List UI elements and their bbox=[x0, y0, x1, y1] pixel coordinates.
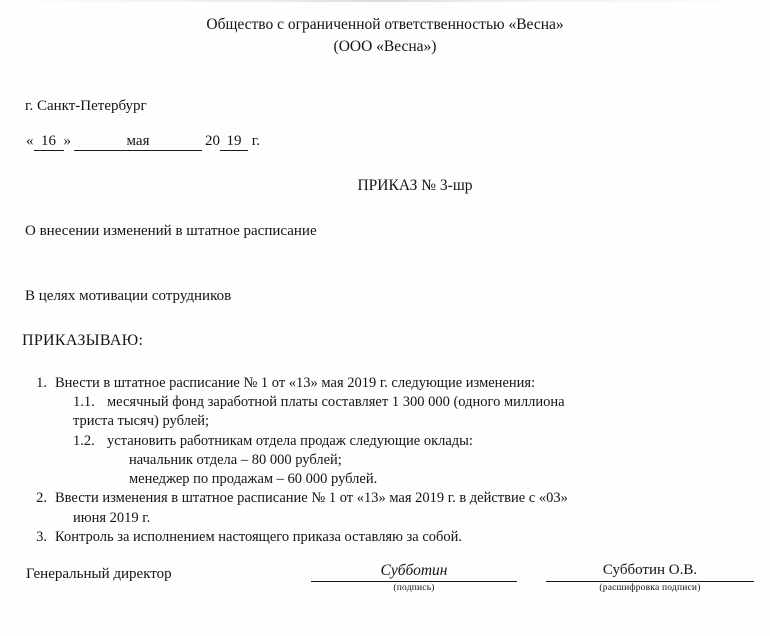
order-command-word: ПРИКАЗЫВАЮ: bbox=[22, 331, 144, 349]
order-body-list bbox=[25, 374, 746, 548]
list-item-marker: 2. bbox=[36, 490, 47, 507]
date-year-suffix: г. bbox=[251, 133, 260, 149]
list-item bbox=[73, 393, 746, 412]
signer-name: Субботин О.В. bbox=[602, 562, 698, 578]
order-subject: О внесении изменений в штатное расписание bbox=[25, 222, 317, 239]
list-sub-item: начальник отдела – 80 000 рублей; bbox=[129, 451, 342, 468]
decode-rule bbox=[546, 581, 754, 582]
list-item-marker: 3. bbox=[36, 529, 47, 545]
signature-field-group bbox=[311, 560, 517, 593]
list-item-marker: 1.1. bbox=[73, 394, 95, 411]
list-item-continuation: июня 2019 г. bbox=[73, 509, 151, 526]
organization-full-name: Общество с ограниченной ответственностью «Весна» bbox=[206, 16, 564, 33]
list-item-text: Ввести изменения в штатное расписание № 1 от «13» мая 2019 г. в действие с «03» bbox=[55, 490, 568, 507]
organization-short-name: (ООО «Весна») bbox=[333, 38, 437, 55]
list-item-text: Контроль за исполнением настоящего приказа оставляю за собой. bbox=[55, 529, 463, 545]
date-year-prefix: 20 bbox=[205, 133, 220, 149]
signature-decode-group bbox=[546, 560, 754, 593]
list-item-marker: 1.2. bbox=[73, 432, 95, 449]
list-item-text: Внести в штатное расписание № 1 от «13» мая 2019 г. следующие изменения: bbox=[55, 374, 536, 391]
decode-caption: (расшифровка подписи) bbox=[599, 583, 701, 593]
date-day-field[interactable]: 16 bbox=[34, 134, 64, 151]
signature-block bbox=[0, 560, 770, 612]
date-year-field[interactable]: 19 bbox=[220, 134, 248, 151]
date-close-quote: » bbox=[63, 133, 71, 149]
page-top-edge bbox=[0, 0, 770, 2]
date-month-field[interactable]: мая bbox=[74, 134, 202, 151]
date-open-quote: « bbox=[26, 133, 34, 149]
list-item bbox=[25, 374, 746, 393]
list-item bbox=[25, 489, 746, 508]
list-item-text: установить работникам отдела продаж следующие оклады: bbox=[107, 432, 473, 449]
handwritten-signature: Субботин bbox=[380, 562, 448, 579]
signature-caption: (подпись) bbox=[393, 583, 435, 593]
order-preamble: В целях мотивации сотрудников bbox=[25, 287, 232, 304]
city-line: г. Санкт-Петербург bbox=[25, 98, 147, 114]
organization-header bbox=[0, 0, 770, 58]
signer-position-title: Генеральный директор bbox=[26, 566, 172, 582]
list-item bbox=[25, 528, 746, 547]
list-sub-item: менеджер по продажам – 60 000 рублей. bbox=[129, 471, 378, 488]
date-line bbox=[26, 133, 770, 151]
list-item-marker: 1. bbox=[36, 374, 47, 391]
list-item-text: месячный фонд заработной платы составляет 1 300 000 (одного миллиона bbox=[107, 394, 565, 411]
list-item-continuation: триста тысяч) рублей; bbox=[73, 413, 210, 430]
list-item bbox=[73, 432, 746, 451]
order-number-heading: ПРИКАЗ № 3-шр bbox=[357, 176, 473, 194]
signature-rule bbox=[311, 581, 517, 582]
